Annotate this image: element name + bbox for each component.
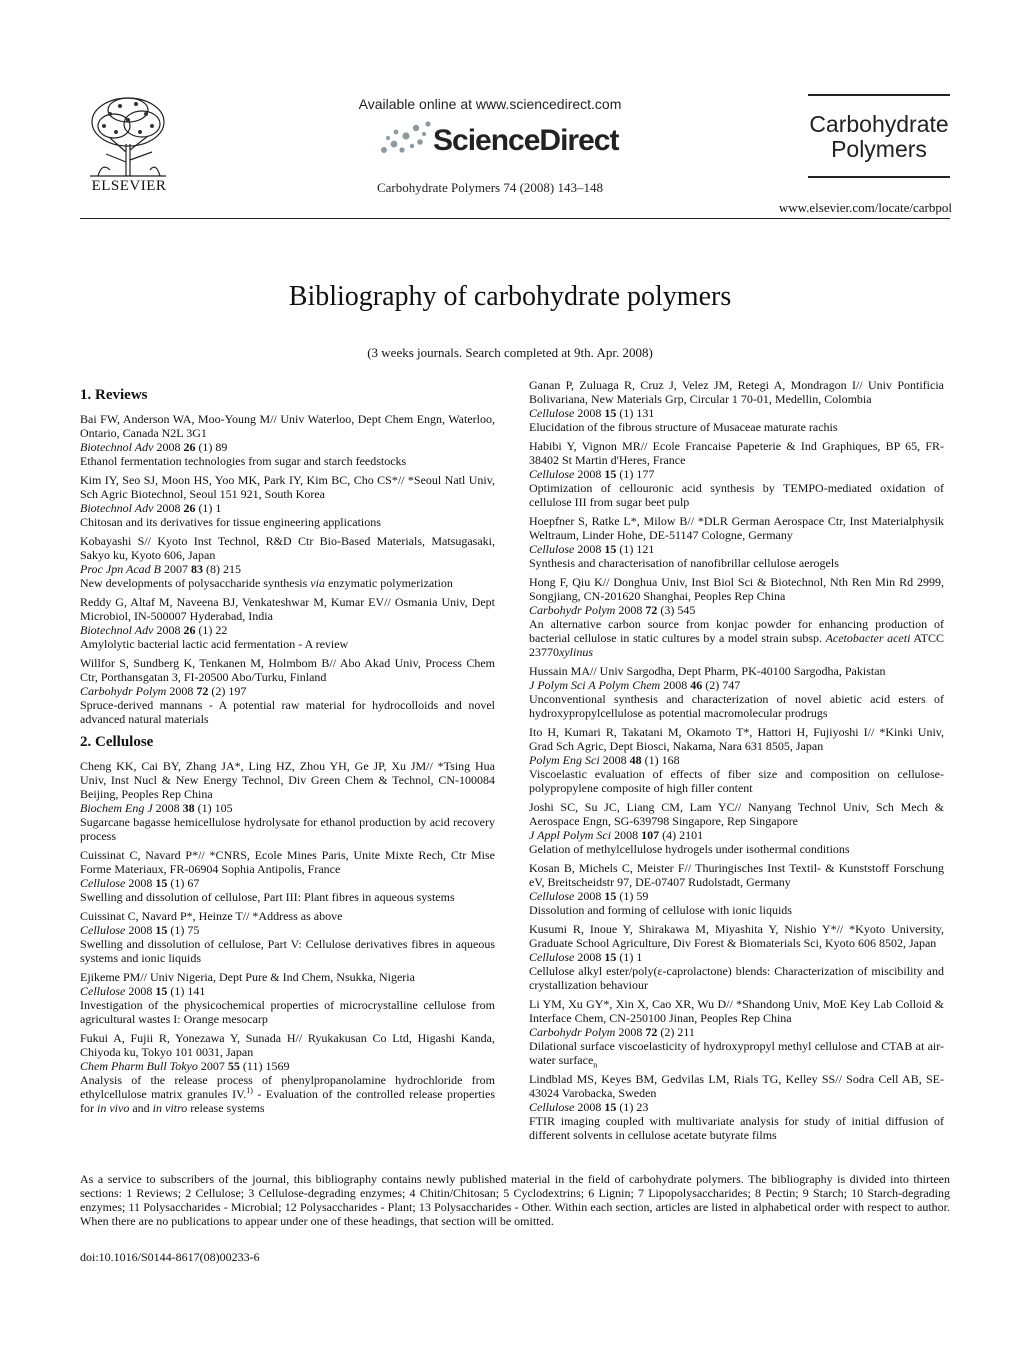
journal-logo-rule — [808, 94, 950, 96]
bib-entry — [529, 861, 944, 917]
entry-pages: (1) 1 — [619, 950, 643, 964]
entry-source — [529, 406, 944, 420]
entry-volume: 48 — [629, 753, 642, 767]
entry-title-text: Cellulose alkyl ester/poly(ε-caprolactone) blends: Characterization of miscibility and crystallization behaviour — [529, 964, 944, 992]
entry-journal: Biotechnol Adv — [80, 440, 154, 454]
entry-volume: 72 — [645, 1025, 658, 1039]
entry-year: 2008 — [602, 753, 627, 767]
entry-title-text: Unconventional synthesis and characterization of novel abietic acid esters of hydroxypropylcellulose as potential macromolecular prodrugs — [529, 692, 944, 720]
entry-year: 2008 — [663, 678, 688, 692]
entry-year: 2008 — [169, 684, 194, 698]
entry-source — [529, 603, 944, 617]
entry-title — [80, 637, 495, 651]
entry-year: 2008 — [128, 923, 153, 937]
entry-year: 2008 — [577, 1100, 602, 1114]
available-online-text: Available online at www.sciencedirect.com — [358, 96, 622, 112]
entry-title — [529, 1114, 944, 1142]
entry-title — [529, 617, 944, 659]
entry-year: 2008 — [128, 876, 153, 890]
entry-authors: Hong F, Qiu K// Donghua Univ, Inst Biol Sci & Biotechnol, Nth Ren Min Rd 2999, Songjiang, CN-201620 Shanghai, Peoples Rep China — [529, 575, 944, 603]
entry-journal: Chem Pharm Bull Tokyo — [80, 1059, 198, 1073]
article-subtitle: (3 weeks journals. Search completed at 9th. Apr. 2008) — [367, 345, 653, 360]
entry-journal: Carbohydr Polym — [529, 603, 616, 617]
entry-title — [529, 1039, 944, 1070]
entry-journal: Polym Eng Sci — [529, 753, 600, 767]
journal-logo-line2: Polymers — [831, 136, 927, 162]
entry-authors: Hoepfner S, Ratke L*, Milow B// *DLR German Aerospace Ctr, Inst Materialphysik Weltraum, Linder Hohe, DE-51147 Cologne, Germany — [529, 514, 944, 542]
entry-authors: Lindblad MS, Keyes BM, Gedvilas LM, Rials TG, Kelley SS// Sodra Cell AB, SE-43024 Varobacka, Sweden — [529, 1072, 944, 1100]
entry-authors: Ito H, Kumari R, Takatani M, Okamoto T*, Hattori H, Fujiyoshi I// *Kinki Univ, Grad Sch Agric, Dept Biosci, Nakama, Nara 631 8505, Japan — [529, 725, 944, 753]
entry-pages: (1) 23 — [619, 1100, 649, 1114]
bib-entry — [80, 909, 495, 965]
entry-title-part: ATCC 23770 — [529, 631, 944, 659]
bib-entry — [80, 473, 495, 529]
bib-entry — [80, 534, 495, 590]
entry-year: 2008 — [156, 501, 181, 515]
entry-journal: Cellulose — [529, 950, 575, 964]
entry-title — [529, 767, 944, 795]
entry-title — [529, 964, 944, 992]
entry-source — [80, 1059, 495, 1073]
entry-title-part: - Evaluation of the controlled release properties for — [80, 1087, 495, 1115]
entry-journal: Cellulose — [80, 923, 126, 937]
journal-url[interactable]: www.elsevier.com/locate/carbpol — [778, 200, 952, 215]
entry-year: 2008 — [577, 467, 602, 481]
entry-authors: Cuissinat C, Navard P*// *CNRS, Ecole Mines Paris, Unite Mixte Rech, Ctr Mise Forme Materiaux, FR-06904 Sophia Antipolis, France — [80, 848, 495, 876]
entry-title-part: release systems — [187, 1101, 265, 1115]
entry-volume: 55 — [227, 1059, 240, 1073]
entry-pages: (1) 75 — [170, 923, 200, 937]
entry-source — [80, 984, 495, 998]
entry-title — [80, 698, 495, 726]
bib-entry — [80, 759, 495, 843]
cellulose-list-left — [80, 759, 495, 1115]
entry-journal: J Appl Polym Sci — [529, 828, 612, 842]
entry-pages: (1) 67 — [170, 876, 200, 890]
entry-pages: (1) 168 — [644, 753, 680, 767]
entry-source — [529, 753, 944, 767]
entry-title — [529, 842, 944, 856]
journal-logo-title — [808, 112, 950, 162]
bibliography-note: As a service to subscribers of the journal, this bibliography contains newly published material in the field of carbohydrate polymers. The bibliography is divided into thirteen sections: 1 Reviews; 2 Cellulose; 3 Cellulose-degrading enzymes; 4 Chitin/Chitosan; 5 Cyclodextrins; 6 Lignin; 7 Lipopolysaccharides; 8 Pectin; 9 Starch; 10 Starch-degrading enzymes; 11 Polysaccharides - Microbial; 12 Polysaccharides - Plant; 13 Polysaccharides - Other. Within each section, articles are listed in alphabetical order with respect to author. When there are no publications to appear under one of these headings, that section will be omitted. — [80, 1172, 950, 1228]
entry-authors: Kosan B, Michels C, Meister F// Thuringisches Inst Textil- & Kunststoff Forschung eV, Breitscheidstr 97, DE-07407 Rudolstadt, Germany — [529, 861, 944, 889]
entry-year: 2008 — [156, 440, 181, 454]
entry-title-part: An alternative carbon source from konjac powder for enhancing production of bacterial cellulose in static cultures by a model strain — [529, 617, 944, 645]
entry-volume: 15 — [604, 467, 617, 481]
entry-pages: (1) 121 — [619, 542, 655, 556]
entry-authors: Habibi Y, Vignon MR// Ecole Francaise Papeterie & Ind Graphiques, BP 65, FR-38402 St Martin d'Heres, France — [529, 439, 944, 467]
bib-entry — [529, 664, 944, 720]
entry-year: 2008 — [155, 801, 180, 815]
bib-entry — [80, 412, 495, 468]
entry-authors: Ejikeme PM// Univ Nigeria, Dept Pure & Ind Chem, Nsukka, Nigeria — [80, 970, 415, 984]
entry-authors: Kobayashi S// Kyoto Inst Technol, R&D Ctr Bio-Based Materials, Matsugasaki, Sakyo ku, Kyoto 606, Japan — [80, 534, 495, 562]
entry-authors: Willfor S, Sundberg K, Tenkanen M, Holmbom B// Abo Akad Univ, Process Chem Ctr, Porthansgatan 3, FI-20500 Abo/Turku, Finland — [80, 656, 495, 684]
entry-title-part: xylinus — [559, 645, 593, 659]
doi-text[interactable]: doi:10.1016/S0144-8617(08)00233-6 — [80, 1250, 260, 1264]
entry-volume: 107 — [641, 828, 660, 842]
entry-authors: Fukui A, Fujii R, Yonezawa Y, Sunada H// Ryukakusan Co Ltd, Higashi Kanda, Chiyoda ku, Tokyo 101 0031, Japan — [80, 1031, 495, 1059]
entry-title — [80, 515, 495, 529]
entry-pages: (1) 22 — [198, 623, 228, 637]
entry-volume: 38 — [182, 801, 195, 815]
entry-title-part: New developments of polysaccharide synthesis — [80, 576, 311, 590]
sciencedirect-wordmark: ScienceDirect — [433, 124, 619, 157]
entry-title — [80, 1073, 495, 1115]
entry-volume: 72 — [196, 684, 209, 698]
entry-title-part: enzymatic polymerization — [324, 576, 453, 590]
entry-year: 2008 — [577, 542, 602, 556]
entry-year: 2008 — [614, 828, 639, 842]
entry-volume: 15 — [604, 406, 617, 420]
entry-year: 2007 — [163, 562, 188, 576]
entry-authors: Ganan P, Zuluaga R, Cruz J, Velez JM, Retegi A, Mondragon I// Univ Pontificia Bolivariana, New Materials Grp, Circular 1 70-01, Medellin, Colombia — [529, 378, 944, 406]
entry-source — [80, 440, 495, 454]
entry-title — [529, 420, 944, 434]
bib-entry — [529, 922, 944, 992]
entry-title — [80, 454, 495, 468]
entry-pages: (1) 59 — [619, 889, 649, 903]
entry-title — [529, 556, 944, 570]
entry-authors: Bai FW, Anderson WA, Moo-Young M// Univ Waterloo, Dept Chem Engn, Waterloo, Ontario, Canada N2L 3G1 — [80, 412, 495, 440]
entry-authors: Cuissinat C, Navard P*, Heinze T// *Address as above — [80, 909, 343, 923]
publisher-logo-text: ELSEVIER — [91, 178, 167, 194]
page-header — [0, 0, 1020, 220]
entry-title-part: in vivo — [97, 1101, 130, 1115]
article-title: Bibliography of carbohydrate polymers — [288, 281, 732, 312]
entry-journal: Cellulose — [529, 467, 575, 481]
entry-source — [529, 678, 944, 692]
bib-entry — [80, 656, 495, 726]
reviews-list — [80, 412, 495, 726]
entry-title-text: Gelation of methylcellulose hydrogels under isothermal conditions — [529, 842, 850, 856]
entry-journal: Proc Jpn Acad B — [80, 562, 161, 576]
header-divider — [80, 218, 950, 219]
entry-title-part: 1) — [246, 1086, 253, 1095]
entry-title-part: via — [310, 576, 325, 590]
entry-journal: Carbohydr Polym — [529, 1025, 616, 1039]
entry-journal: Carbohydr Polym — [80, 684, 167, 698]
entry-source — [80, 501, 495, 515]
entry-title-text: Swelling and dissolution of cellulose, Part III: Plant fibres in aqueous systems — [80, 890, 455, 904]
bib-entry — [529, 1072, 944, 1142]
entry-title — [529, 903, 944, 917]
entry-authors: Li YM, Xu GY*, Xin X, Cao XR, Wu D// *Shandong Univ, MoE Key Lab Colloid & Interface Chem, CN-250100 Jinan, Peoples Rep China — [529, 997, 944, 1025]
entry-title-part: in vitro — [152, 1101, 188, 1115]
entry-journal: Cellulose — [529, 542, 575, 556]
entry-title — [80, 998, 495, 1026]
entry-pages: (4) 2101 — [662, 828, 704, 842]
section-heading-reviews: 1. Reviews — [80, 387, 148, 403]
entry-title — [529, 692, 944, 720]
entry-year: 2008 — [577, 889, 602, 903]
entry-title-text: Dissolution and forming of cellulose with ionic liquids — [529, 903, 792, 917]
entry-pages: (1) 1 — [198, 501, 222, 515]
entry-journal: Biotechnol Adv — [80, 501, 154, 515]
bib-entry — [529, 439, 944, 509]
entry-title-text: Swelling and dissolution of cellulose, Part V: Cellulose derivatives fibres in aqueous systems and ionic liquids — [80, 937, 495, 965]
journal-logo-rule-bottom — [808, 176, 950, 178]
bib-entry — [529, 800, 944, 856]
entry-title-text: Synthesis and characterisation of nanofibrillar cellulose aerogels — [529, 556, 839, 570]
entry-volume: 15 — [604, 1100, 617, 1114]
entry-year: 2008 — [156, 623, 181, 637]
entry-authors: Joshi SC, Su JC, Liang CM, Lam YC// Nanyang Technol Univ, Sch Mech & Aerospace Engn, SG-639798 Singapore, Rep Singapore — [529, 800, 944, 828]
entry-authors: Cheng KK, Cai BY, Zhang JA*, Ling HZ, Zhou YH, Ge JP, Xu JM// *Tsing Hua Univ, Inst Nucl & New Energy Technol, Div Green Chem & Technol, CN-100084 Beijing, Peoples Rep China — [80, 759, 495, 801]
entry-year: 2007 — [200, 1059, 225, 1073]
entry-year: 2008 — [128, 984, 153, 998]
entry-pages: (11) 1569 — [242, 1059, 290, 1073]
entry-authors: Hussain MA// Univ Sargodha, Dept Pharm, PK-40100 Sargodha, Pakistan — [529, 664, 886, 678]
entry-source — [529, 1100, 944, 1114]
bib-entry — [529, 378, 944, 434]
entry-source — [80, 801, 495, 815]
entry-pages: (1) 105 — [197, 801, 233, 815]
entry-volume: 83 — [190, 562, 203, 576]
bib-entry — [529, 514, 944, 570]
journal-reference: Carbohydrate Polymers 74 (2008) 143–148 — [376, 180, 604, 195]
entry-authors: Kusumi R, Inoue Y, Shirakawa M, Miyashita Y, Nishio Y*// *Kyoto University, Graduate School Agriculture, Div Forest & Biomaterials Sci, Kyoto 606 8502, Japan — [529, 922, 944, 950]
entry-title-text: Elucidation of the fibrous structure of Musaceae maturate rachis — [529, 420, 838, 434]
entry-pages: (2) 747 — [705, 678, 741, 692]
entry-pages: (2) 211 — [660, 1025, 695, 1039]
bib-entry — [529, 725, 944, 795]
entry-pages: (3) 545 — [660, 603, 696, 617]
entry-title-text: Chitosan and its derivatives for tissue engineering applications — [80, 515, 381, 529]
entry-journal: Cellulose — [529, 406, 575, 420]
entry-journal: Cellulose — [529, 1100, 575, 1114]
entry-volume: 15 — [155, 984, 168, 998]
entry-source — [80, 923, 495, 937]
entry-title — [529, 481, 944, 509]
entry-source — [529, 542, 944, 556]
entry-source — [80, 684, 495, 698]
entry-year: 2008 — [618, 1025, 643, 1039]
left-column — [80, 378, 495, 1120]
entry-title — [80, 815, 495, 843]
entry-source — [529, 467, 944, 481]
journal-logo — [808, 94, 950, 178]
entry-year: 2008 — [618, 603, 643, 617]
entry-pages: (1) 131 — [619, 406, 655, 420]
bib-entry — [529, 575, 944, 659]
entry-source — [529, 828, 944, 842]
entry-volume: 26 — [183, 501, 196, 515]
entry-volume: 26 — [183, 623, 196, 637]
entry-title-text: Amylolytic bacterial lactic acid fermentation - A review — [80, 637, 349, 651]
entry-journal: Cellulose — [80, 876, 126, 890]
entry-year: 2008 — [577, 406, 602, 420]
entry-title-text: Optimization of cellouronic acid synthesis by TEMPO-mediated oxidation of cellulose III from sugar beet pulp — [529, 481, 944, 509]
entry-title-part: and — [129, 1101, 153, 1115]
entry-title-part: subsp. — [791, 631, 826, 645]
entry-title — [80, 937, 495, 965]
entry-source — [80, 876, 495, 890]
entry-journal: Cellulose — [80, 984, 126, 998]
sciencedirect-dots-icon — [376, 116, 436, 158]
entry-title-text: Viscoelastic evaluation of effects of fiber size and composition on cellulose-polypropylene composite of high filler content — [529, 767, 944, 795]
bib-entry — [80, 595, 495, 651]
entry-journal: Cellulose — [529, 889, 575, 903]
entry-journal: Biochem Eng J — [80, 801, 153, 815]
entry-title-text: Investigation of the physicochemical properties of microcrystalline cellulose from agricultural wastes I: Orange mesocarp — [80, 998, 495, 1026]
entry-title-text: Ethanol fermentation technologies from sugar and starch feedstocks — [80, 454, 407, 468]
entry-pages: (1) 177 — [619, 467, 655, 481]
entry-source — [529, 889, 944, 903]
entry-title-part: Analysis of the release process of phenylpropanolamine hydrochloride from ethylcellulose matrix granules IV. — [80, 1073, 495, 1101]
entry-pages: (1) 89 — [198, 440, 228, 454]
bib-entry — [80, 970, 495, 1026]
entry-title — [80, 576, 495, 590]
entry-title-part: Dilational surface viscoelasticity of hydroxypropyl methyl cellulose and C — [529, 1039, 890, 1053]
entry-pages: (1) 141 — [170, 984, 206, 998]
entry-volume: 15 — [604, 542, 617, 556]
entry-volume: 72 — [645, 603, 658, 617]
entry-volume: 15 — [155, 876, 168, 890]
entry-volume: 15 — [604, 950, 617, 964]
journal-logo-line1: Carbohydrate — [809, 111, 949, 137]
entry-title-text: Spruce-derived mannans - A potential raw material for hydrocolloids and novel advanced natural materials — [80, 698, 495, 726]
entry-title-text: FTIR imaging coupled with multivariate analysis for study of initial diffusion of different solvents in cellulose acetate butyrate films — [529, 1114, 944, 1142]
entry-title-part: TAB at air-water surface — [529, 1039, 944, 1067]
bib-entry — [80, 1031, 495, 1115]
entry-volume: 15 — [604, 889, 617, 903]
entry-journal: Biotechnol Adv — [80, 623, 154, 637]
entry-pages: (8) 215 — [205, 562, 241, 576]
entry-pages: (2) 197 — [211, 684, 247, 698]
bib-entry — [529, 997, 944, 1070]
entry-title-text: Sugarcane bagasse hemicellulose hydrolysate for ethanol production by acid recovery process — [80, 815, 495, 843]
entry-journal: J Polym Sci A Polym Chem — [529, 678, 661, 692]
entry-authors: Kim IY, Seo SJ, Moon HS, Yoo MK, Park IY, Kim BC, Cho CS*// *Seoul Natl Univ, Sch Agric Biotechnol, Seoul 151 921, South Korea — [80, 473, 495, 501]
entry-title-part: n — [593, 1060, 598, 1070]
entry-volume: 26 — [183, 440, 196, 454]
entry-source — [529, 950, 944, 964]
entry-volume: 46 — [690, 678, 703, 692]
entry-authors: Reddy G, Altaf M, Naveena BJ, Venkateshwar M, Kumar EV// Osmania Univ, Dept Microbiol, IN-500007 Hyderabad, India — [80, 595, 495, 623]
entry-volume: 15 — [155, 923, 168, 937]
entry-title-part: Acetobacter aceti — [825, 631, 911, 645]
right-column — [529, 378, 944, 1147]
entry-source — [80, 562, 495, 576]
entry-source — [80, 623, 495, 637]
entry-year: 2008 — [577, 950, 602, 964]
entry-source — [529, 1025, 944, 1039]
entry-title — [80, 890, 495, 904]
cellulose-list-right — [529, 378, 944, 1142]
bib-entry — [80, 848, 495, 904]
section-heading-cellulose: 2. Cellulose — [80, 734, 154, 750]
